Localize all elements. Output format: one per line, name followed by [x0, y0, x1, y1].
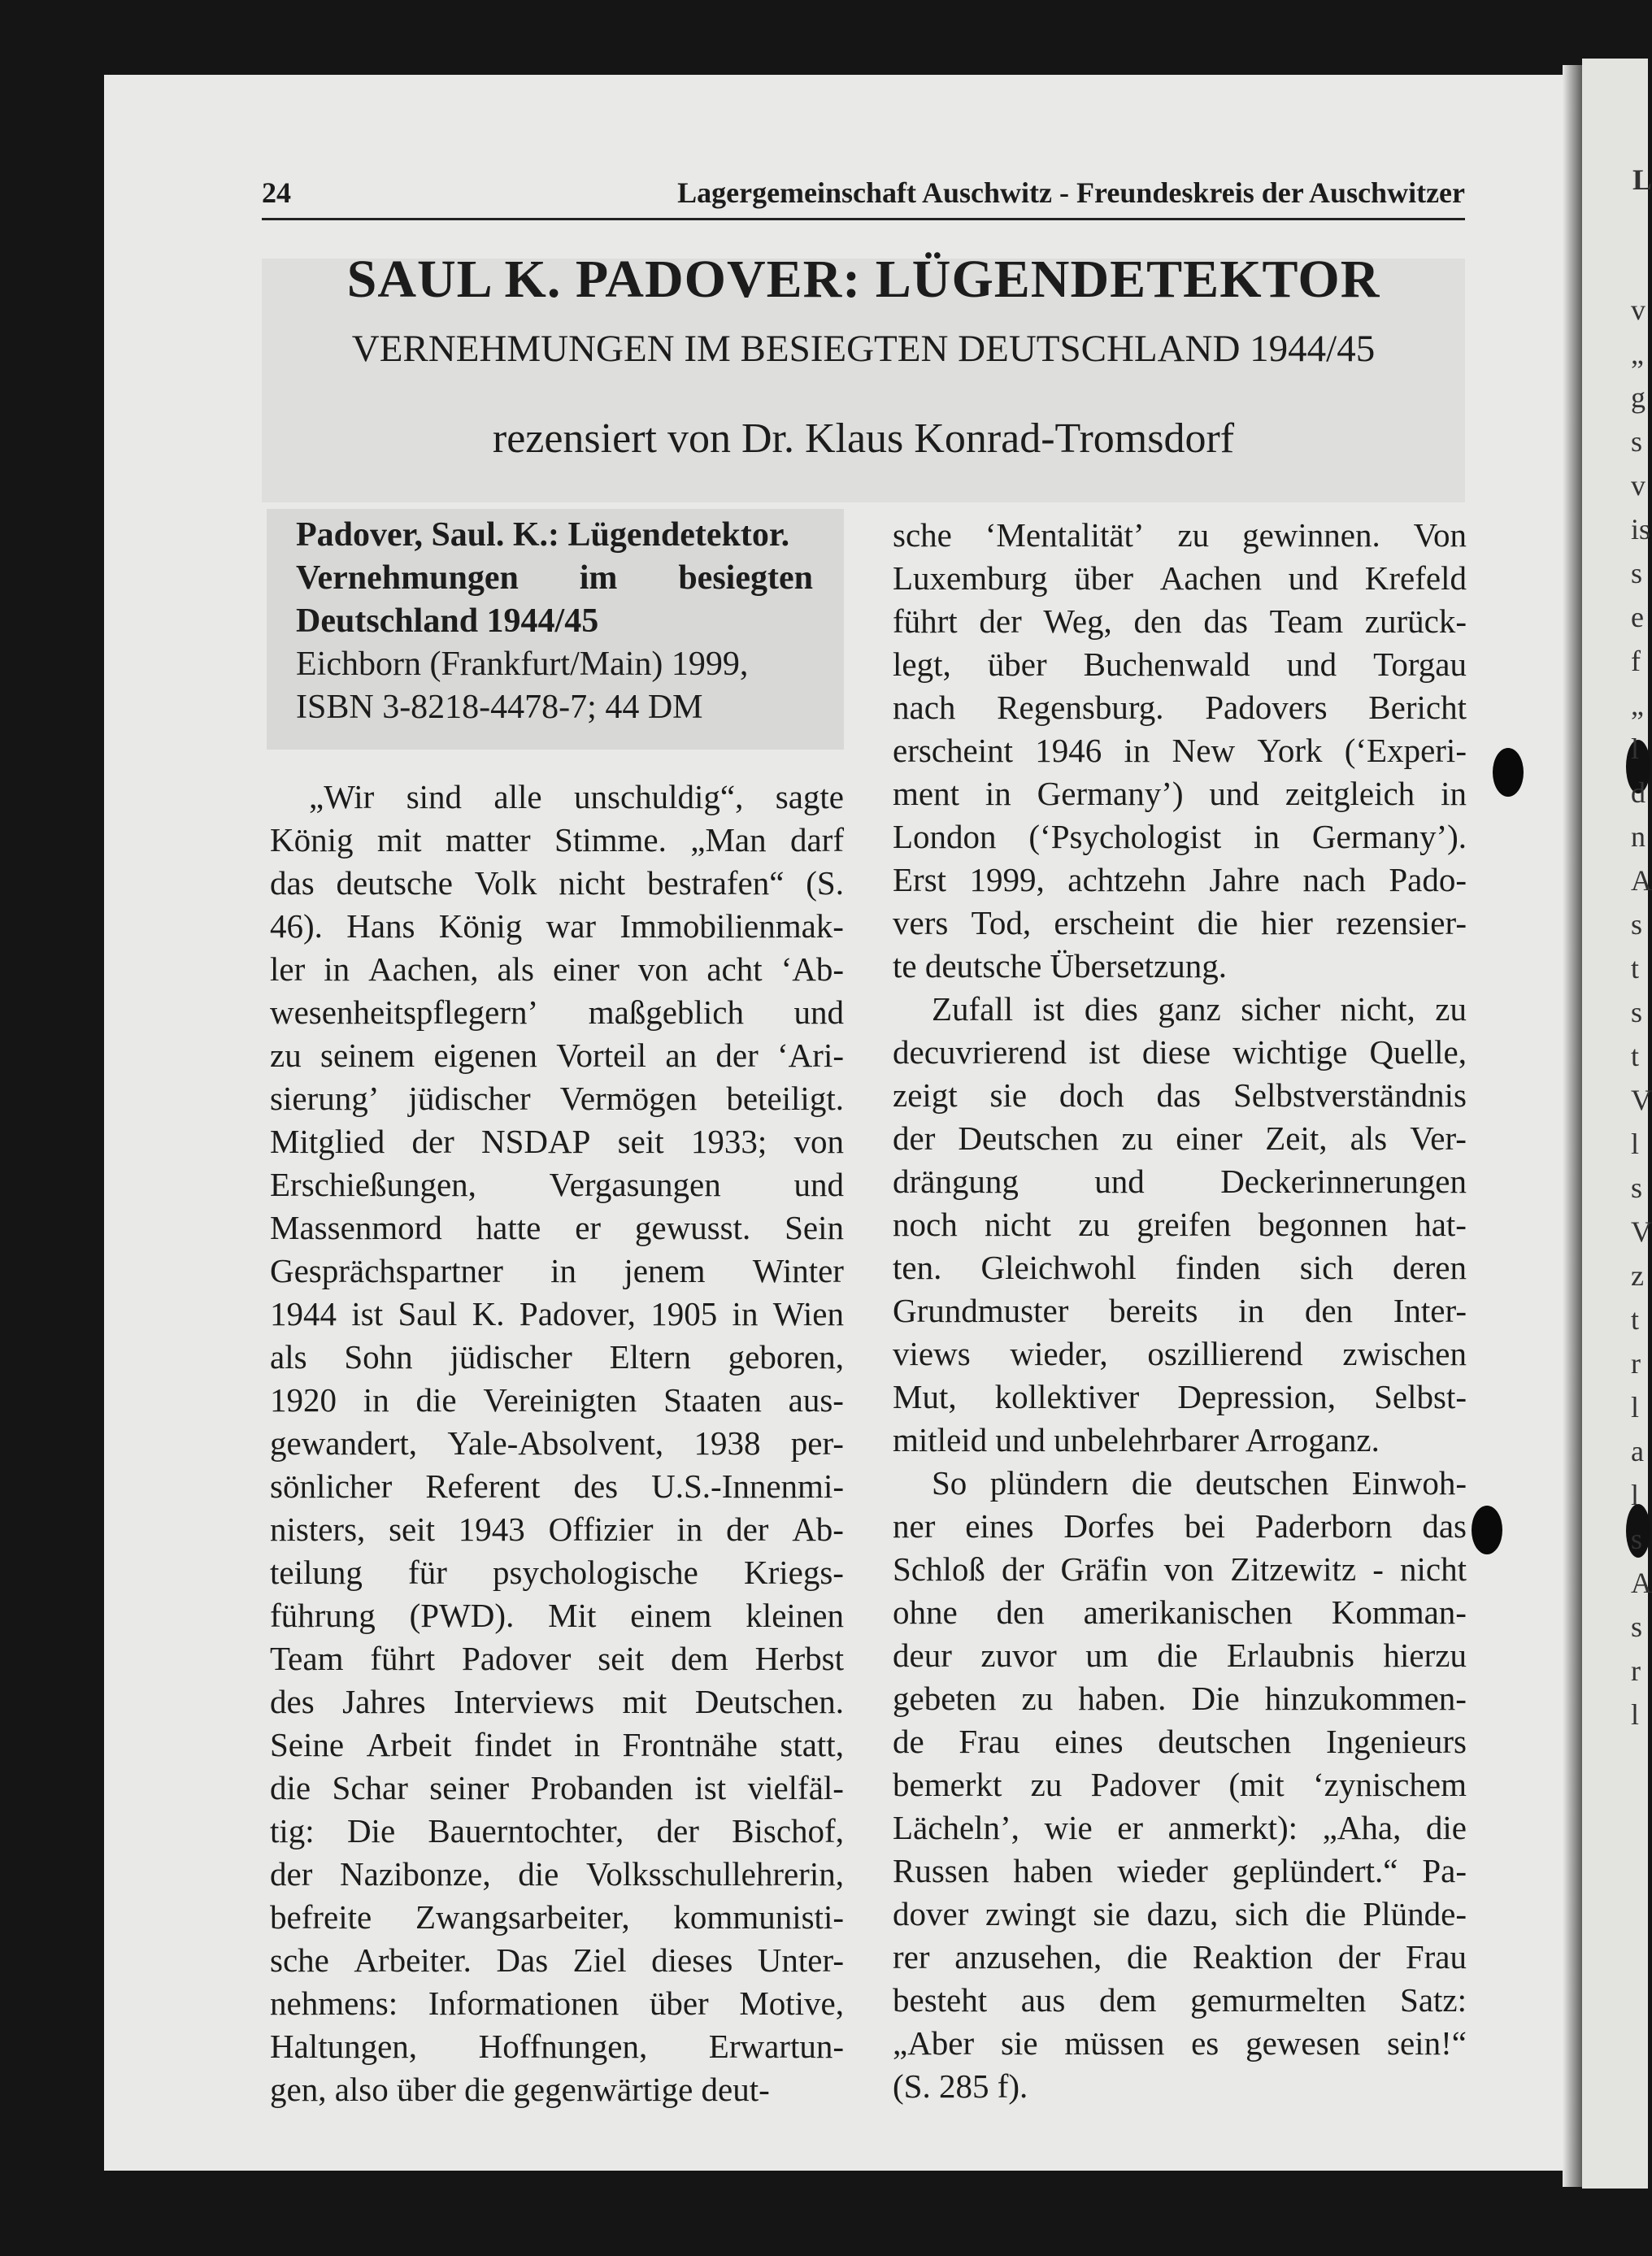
next-page-fragment: v — [1631, 469, 1645, 502]
next-page-fragment: l — [1631, 1391, 1640, 1424]
text-line: wesenheitspflegern’ maßgeblich und — [270, 993, 844, 1031]
next-page-fragment: t — [1631, 1303, 1640, 1336]
text-line: ohne den amerikanischen Komman- — [893, 1593, 1467, 1631]
next-page-fragment: l — [1631, 1479, 1640, 1511]
bibliography-line — [296, 557, 813, 600]
text-line: Gesprächspartner in jenem Winter — [270, 1252, 844, 1289]
next-page-fragment: s — [1631, 908, 1643, 941]
text-line: Seine Arbeit findet in Frontnähe statt, — [270, 1726, 844, 1763]
next-page-fragment: z — [1631, 1259, 1644, 1292]
text-line: Schloß der Gräfin von Zitzewitz - nicht — [893, 1550, 1467, 1588]
next-page-fragment: r — [1631, 1654, 1641, 1687]
text-line: als Sohn jüdischer Eltern geboren, — [270, 1338, 844, 1376]
text-line: tig: Die Bauerntochter, der Bischof, — [270, 1812, 844, 1850]
punch-hole — [1493, 748, 1524, 797]
right-column — [893, 514, 1467, 2108]
next-page-fragment: s — [1631, 1610, 1643, 1643]
header-rule — [262, 218, 1465, 220]
next-page-fragment: „ — [1631, 689, 1644, 721]
text-line: zeigt sie doch das Selbstverständnis — [893, 1076, 1467, 1114]
next-page-fragment: v — [1631, 293, 1645, 326]
text-line: decuvrierend ist diese wichtige Quelle, — [893, 1033, 1467, 1071]
text-line: Grundmuster bereits in den Inter- — [893, 1292, 1467, 1329]
article-byline: rezensiert von Dr. Klaus Konrad-Tromsdorf — [492, 415, 1235, 462]
next-page-fragment: V — [1631, 1215, 1652, 1248]
text-line: Massenmord hatte er gewusst. Sein — [270, 1209, 844, 1246]
next-page-fragment: s — [1631, 1171, 1643, 1204]
text-line: des Jahres Interviews mit Deutschen. — [270, 1683, 844, 1720]
text-line: Erst 1999, achtzehn Jahre nach Pado- — [893, 861, 1467, 898]
text-line: sierung’ jüdischer Vermögen beteiligt. — [270, 1080, 844, 1117]
text-line: führung (PWD). Mit einem kleinen — [270, 1597, 844, 1634]
text-line: „Aber sie müssen es gewesen sein!“ — [893, 2024, 1467, 2062]
next-page-fragment: s — [1631, 1523, 1643, 1555]
bibliography-line: Eichborn (Frankfurt/Main) 1999, — [296, 646, 749, 683]
next-page-fragment: t — [1631, 1040, 1640, 1072]
text-line: (S. 285 f). — [893, 2067, 1028, 2105]
text-line: besteht aus dem gemurmelten Satz: — [893, 1981, 1467, 2019]
text-line: nehmens: Informationen über Motive, — [270, 1984, 844, 2022]
text-line: legt, über Buchenwald und Torgau — [893, 646, 1467, 683]
text-line: de Frau eines deutschen Ingenieurs — [893, 1723, 1467, 1760]
text-line: dover zwingt sie dazu, sich die Plünde- — [893, 1895, 1467, 1932]
bibliography-text — [296, 514, 813, 729]
text-line: die Schar seiner Probanden ist vielfäl- — [270, 1769, 844, 1806]
next-page-header: L — [1632, 163, 1652, 196]
next-page-fragment: is — [1631, 513, 1651, 546]
text-line: ler in Aachen, als einer von acht ‘Ab- — [270, 950, 844, 988]
next-page-fragment: l — [1631, 1128, 1640, 1160]
text-line: der Nazibonze, die Volksschullehrerin, — [270, 1855, 844, 1893]
text-line: gewandert, Yale-Absolvent, 1938 per- — [270, 1424, 844, 1462]
text-line: Zufall ist dies ganz sicher nicht, zu — [932, 990, 1467, 1028]
next-page-fragment: r — [1631, 1347, 1641, 1380]
next-page-fragment: g — [1631, 381, 1645, 414]
text-line: zu seinem eigenen Vorteil an der ‘Ari- — [270, 1037, 844, 1074]
text-line: views wieder, oszillierend zwischen — [893, 1335, 1467, 1372]
bibliography-line: Deutschland 1944/45 — [296, 602, 599, 640]
text-line: sche ‘Mentalität’ zu gewinnen. Von — [893, 516, 1467, 554]
text-line: Mut, kollektiver Depression, Selbst- — [893, 1378, 1467, 1415]
text-line: befreite Zwangsarbeiter, kommunisti- — [270, 1898, 844, 1936]
text-line: führt der Weg, den das Team zurück- — [893, 602, 1467, 640]
next-page-fragment: s — [1631, 996, 1643, 1028]
next-page-fragment: l — [1631, 732, 1640, 765]
text-line: 1944 ist Saul K. Padover, 1905 in Wien — [270, 1295, 844, 1332]
text-line: deur zuvor um die Erlaubnis hierzu — [893, 1637, 1467, 1674]
text-line: Erschießungen, Vergasungen und — [270, 1166, 844, 1203]
text-line: Luxemburg über Aachen und Krefeld — [893, 559, 1467, 597]
text-line: nach Regensburg. Padovers Bericht — [893, 689, 1467, 726]
text-line: Lächeln’, wie er anmerkt): „Aha, die — [893, 1809, 1467, 1846]
bibliography-line: Padover, Saul. K.: Lügendetektor. — [296, 516, 790, 554]
next-page-fragment: e — [1631, 601, 1644, 633]
text-line: vers Tod, erscheint die hier rezensier- — [893, 904, 1467, 941]
text-line: das deutsche Volk nicht bestrafen“ (S. — [270, 864, 844, 902]
next-page-fragment: f — [1631, 645, 1641, 677]
text-line: noch nicht zu greifen begonnen hat- — [893, 1206, 1467, 1243]
text-line: sönlicher Referent des U.S.-Innenmi- — [270, 1467, 844, 1505]
page-number: 24 — [262, 176, 291, 209]
article-subtitle: VERNEHMUNGEN IM BESIEGTEN DEUTSCHLAND 1944/45 — [351, 328, 1376, 370]
next-page-fragment: t — [1631, 952, 1640, 985]
text-line: London (‘Psychologist in Germany’). — [893, 818, 1467, 855]
text-line: rer anzusehen, die Reaktion der Frau — [893, 1938, 1467, 1976]
text-line: 46). Hans König war Immobilienmak- — [270, 907, 844, 945]
text-line: 1920 in die Vereinigten Staaten aus- — [270, 1381, 844, 1419]
text-line: „Wir sind alle unschuldig“, sagte — [309, 778, 844, 815]
bibliography-word: im — [579, 559, 618, 597]
next-page-fragment: s — [1631, 557, 1643, 589]
text-line: So plündern die deutschen Einwoh- — [932, 1464, 1467, 1502]
next-page-fragment: s — [1631, 425, 1643, 458]
bibliography-word: besiegten — [678, 559, 813, 597]
next-page-fragment: A — [1631, 1567, 1652, 1599]
text-line: te deutsche Übersetzung. — [893, 947, 1227, 985]
text-line: Russen haben wieder geplündert.“ Pa- — [893, 1852, 1467, 1889]
text-line: König mit matter Stimme. „Man darf — [270, 821, 844, 858]
text-line: ten. Gleichwohl finden sich deren — [893, 1249, 1467, 1286]
text-line: nisters, seit 1943 Offizier in der Ab- — [270, 1511, 844, 1548]
bibliography-line: ISBN 3-8218-4478-7; 44 DM — [296, 689, 703, 726]
text-line: teilung für psychologische Kriegs- — [270, 1554, 844, 1591]
text-line: bemerkt zu Padover (mit ‘zynischem — [893, 1766, 1467, 1803]
text-line: Mitglied der NSDAP seit 1933; von — [270, 1123, 844, 1160]
next-page-edge — [1582, 59, 1651, 2189]
text-line: ment in Germany’) und zeitgleich in — [893, 775, 1467, 812]
text-line: gebeten zu haben. Die hinzukommen- — [893, 1680, 1467, 1717]
next-page-fragment: n — [1631, 820, 1645, 853]
text-line: mitleid und unbelehrbarer Arroganz. — [893, 1421, 1380, 1458]
text-line: sche Arbeiter. Das Ziel dieses Unter- — [270, 1941, 844, 1979]
next-page-fragment: A — [1631, 864, 1652, 897]
text-line: erscheint 1946 in New York (‘Experi- — [893, 732, 1467, 769]
text-line: Haltungen, Hoffnungen, Erwartun- — [270, 2028, 844, 2065]
text-line: Team führt Padover seit dem Herbst — [270, 1640, 844, 1677]
bibliography-word: Vernehmungen — [296, 559, 519, 597]
text-line: der Deutschen zu einer Zeit, als Ver- — [893, 1119, 1467, 1157]
running-title: Lagergemeinschaft Auschwitz - Freundeskreis der Auschwitzer — [677, 176, 1465, 209]
next-page-fragment: a — [1631, 1435, 1644, 1467]
article-title: SAUL K. PADOVER: LÜGENDETEKTOR — [346, 250, 1380, 309]
text-line: drängung und Deckerinnerungen — [893, 1163, 1467, 1200]
punch-hole — [1472, 1506, 1502, 1554]
next-page-fragment: „ — [1631, 337, 1644, 370]
text-line: gen, also über die gegenwärtige deut- — [270, 2071, 770, 2108]
left-column — [270, 776, 844, 2111]
next-page-fragment: l — [1631, 1698, 1640, 1731]
next-page-fragment: V — [1631, 1084, 1652, 1116]
next-page-fragment: d — [1631, 776, 1645, 809]
text-line: ner eines Dorfes bei Paderborn das — [893, 1507, 1467, 1545]
